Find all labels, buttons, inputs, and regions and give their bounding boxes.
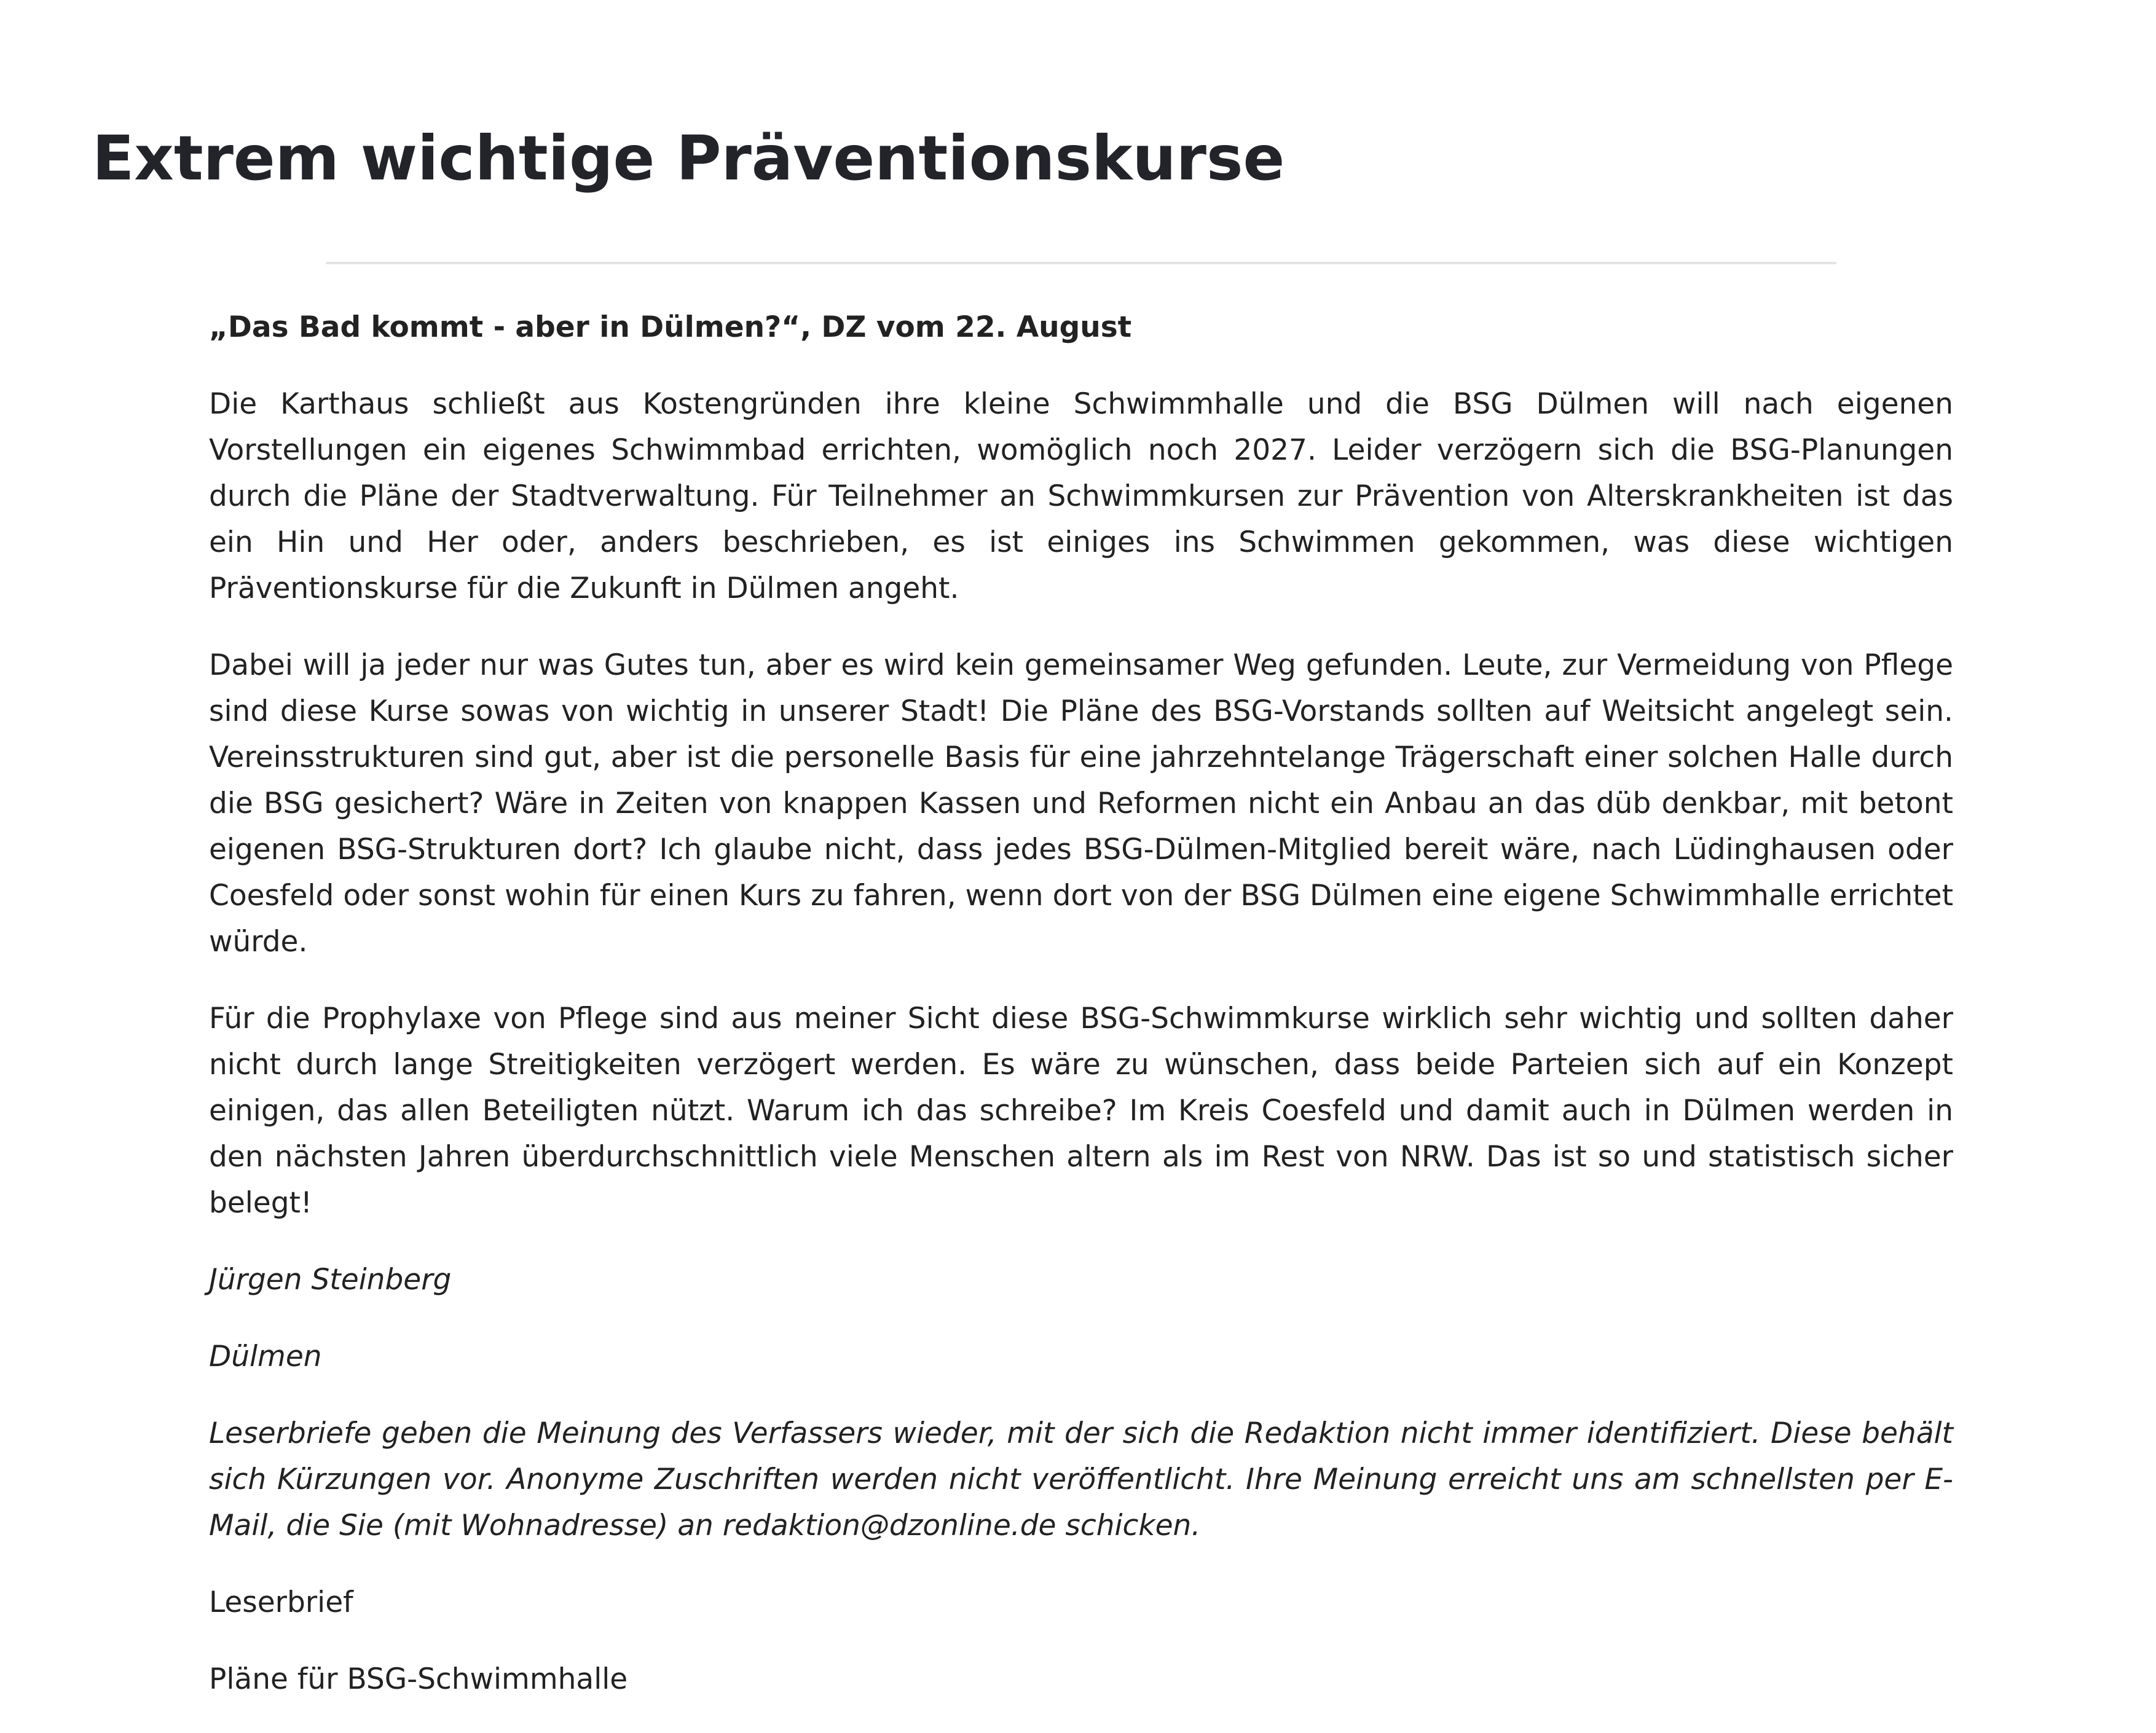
article-reference: „Das Bad kommt - aber in Dülmen?“, DZ vom 22. August — [209, 310, 1132, 344]
page-title: Extrem wichtige Präventionskurse — [92, 122, 1285, 194]
author-location: Dülmen — [209, 1340, 322, 1373]
editorial-disclaimer: Leserbriefe geben die Meinung des Verfassers wieder, mit der sich die Redaktion nicht immer identifiziert. Diese behält sich Kürzungen vor. Anonyme Zuschriften werden nicht veröffentlicht. Ihre Meinung erreicht uns am schnellsten per E-Mail, die Sie (mit Wohnadresse) an redaktion@dzonline.de schicken. — [209, 1417, 1953, 1542]
title-divider — [326, 262, 1836, 264]
article-category: Leserbrief — [209, 1586, 353, 1619]
article-paragraph-1: Die Karthaus schließt aus Kostengründen ihre kleine Schwimmhalle und die BSG Dülmen will nach eigenen Vorstellungen ein eigenes Schwimmbad errichten, womöglich noch 2027. Leider verzögern sich die BSG-Planungen durch die Pläne der Stadtverwaltung. Für Teilnehmer an Schwimmkursen zur Prävention von Alterskrankheiten ist das ein Hin und Her oder, anders beschrieben, es ist einiges ins Schwimmen gekommen, was diese wichtigen Präventionskurse für die Zukunft in Dülmen angeht. — [209, 387, 1953, 605]
article-paragraph-2: Dabei will ja jeder nur was Gutes tun, aber es wird kein gemeinsamer Weg gefunden. Leute, zur Vermeidung von Pflege sind diese Kurse sowas von wichtig in unserer Stadt! Die Pläne des BSG-Vorstands sollten auf Weitsicht angelegt sein. Vereinsstrukturen sind gut, aber ist die personelle Basis für eine jahrzehntelange Trägerschaft einer solchen Halle durch die BSG gesichert? Wäre in Zeiten von knappen Kassen und Reformen nicht ein Anbau an das düb denkbar, mit betont eigenen BSG-Strukturen dort? Ich glaube nicht, dass jedes BSG-Dülmen-Mitglied bereit wäre, nach Lüdinghausen oder Coesfeld oder sonst wohin für einen Kurs zu fahren, wenn dort von der BSG Dülmen eine eigene Schwimmhalle errichtet würde. — [209, 648, 1953, 959]
author-name: Jürgen Steinberg — [209, 1263, 452, 1297]
article-topic: Pläne für BSG-Schwimmhalle — [209, 1662, 628, 1696]
article-body — [209, 304, 1953, 1733]
article-paragraph-3: Für die Prophylaxe von Pflege sind aus meiner Sicht diese BSG-Schwimmkurse wirklich sehr wichtig und sollten daher nicht durch lange Streitigkeiten verzögert werden. Es wäre zu wünschen, dass beide Parteien sich auf ein Konzept einigen, das allen Beteiligten nützt. Warum ich das schreibe? Im Kreis Coesfeld und damit auch in Dülmen werden in den nächsten Jahren überdurchschnittlich viele Menschen altern als im Rest von NRW. Das ist so und statistisch sicher belegt! — [209, 1002, 1953, 1220]
